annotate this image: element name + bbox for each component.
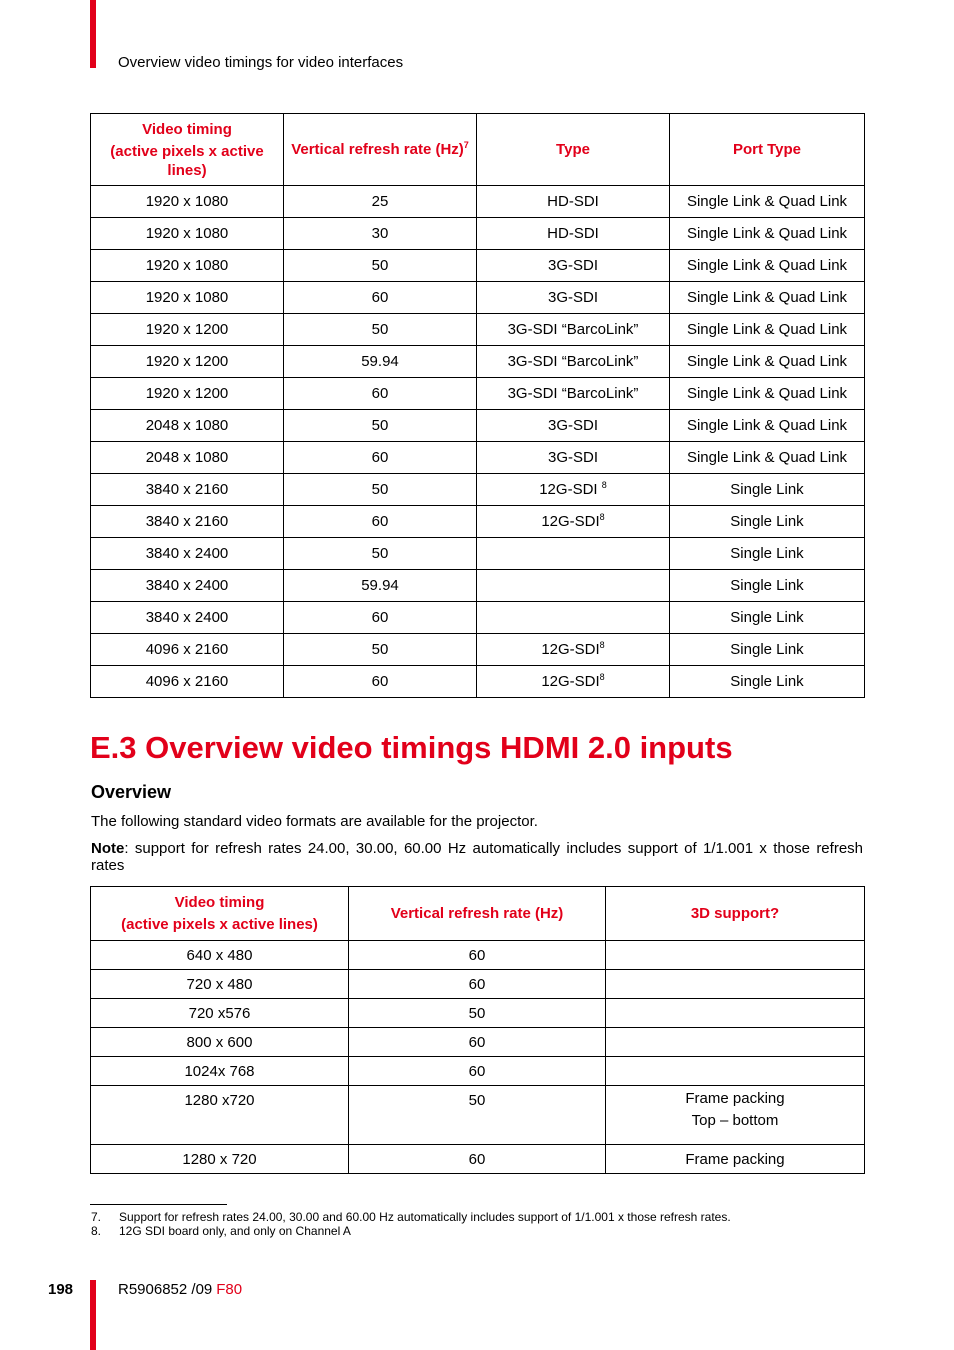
cell-video-timing: 3840 x 2160 (91, 474, 284, 506)
note-text: : support for refresh rates 24.00, 30.00, 60.00 Hz automatically includes support of 1/1.001 x those refresh rates (91, 840, 863, 874)
cell-port-type: Single Link (670, 474, 865, 506)
cell-3d-support (606, 1086, 865, 1145)
cell-3d-support (606, 1028, 865, 1057)
table-row (91, 282, 865, 314)
cell-type (477, 602, 670, 634)
page-number: 198 (48, 1281, 74, 1298)
cell-type-label: 12G-SDI (539, 481, 602, 498)
footnote-7 (91, 1210, 731, 1224)
cell-port-type: Single Link & Quad Link (670, 314, 865, 346)
header-video-timing (91, 114, 284, 186)
table-row (91, 186, 865, 218)
table-header-row (91, 114, 865, 186)
cell-port-type: Single Link (670, 634, 865, 666)
header-video-timing-line1: Video timing (142, 120, 232, 138)
cell-refresh-rate: 60 (284, 442, 477, 474)
footnote-ref-8: 8 (601, 480, 607, 490)
cell-type (477, 506, 670, 538)
cell-video-timing: 1920 x 1080 (91, 218, 284, 250)
cell-refresh-rate: 60 (284, 378, 477, 410)
header-video-timing-line2: (active pixels x active lines) (110, 142, 264, 179)
cell-refresh-rate: 50 (349, 999, 606, 1028)
cell-port-type: Single Link (670, 666, 865, 698)
cell-3d-support-line1: Frame packing (685, 1150, 785, 1168)
cell-video-timing: 2048 x 1080 (91, 410, 284, 442)
cell-type-label: 3G-SDI (547, 417, 598, 434)
cell-type (477, 410, 670, 442)
product-model: F80 (216, 1281, 243, 1298)
cell-video-timing: 1920 x 1200 (91, 378, 284, 410)
cell-port-type: Single Link (670, 538, 865, 570)
header-video-timing (91, 887, 349, 941)
table-row (91, 634, 865, 666)
cell-type (477, 314, 670, 346)
cell-type (477, 186, 670, 218)
cell-refresh-rate: 25 (284, 186, 477, 218)
cell-refresh-rate: 60 (349, 1145, 606, 1174)
table-row (91, 314, 865, 346)
cell-video-timing: 1920 x 1200 (91, 346, 284, 378)
cell-video-timing: 720 x 480 (91, 970, 349, 999)
cell-type (477, 570, 670, 602)
cell-type (477, 250, 670, 282)
table-row (91, 1057, 865, 1086)
cell-refresh-rate: 50 (284, 250, 477, 282)
cell-type (477, 378, 670, 410)
cell-type-label: 3G-SDI (547, 289, 598, 306)
cell-video-timing: 800 x 600 (91, 1028, 349, 1057)
cell-type-label: 3G-SDI (547, 449, 598, 466)
cell-port-type: Single Link & Quad Link (670, 186, 865, 218)
cell-type (477, 634, 670, 666)
cell-video-timing: 3840 x 2400 (91, 538, 284, 570)
cell-type-label: 12G-SDI (541, 641, 600, 658)
cell-type-label: 3G-SDI “BarcoLink” (507, 385, 639, 402)
note-paragraph (91, 840, 863, 874)
header-video-timing-line1: Video timing (174, 893, 265, 911)
header-refresh-rate-label: Vertical refresh rate (Hz) (291, 141, 464, 158)
cell-video-timing: 3840 x 2400 (91, 570, 284, 602)
cell-type (477, 666, 670, 698)
cell-refresh-rate: 50 (284, 538, 477, 570)
table-row (91, 602, 865, 634)
red-margin-bar-top (90, 0, 96, 68)
header-type: Type (477, 114, 670, 186)
table-row (91, 538, 865, 570)
cell-refresh-rate: 30 (284, 218, 477, 250)
table-row (91, 1028, 865, 1057)
hdmi-timings-table (90, 886, 865, 1174)
cell-type-label: HD-SDI (547, 225, 599, 242)
footnote-8 (91, 1224, 351, 1238)
cell-type (477, 474, 670, 506)
section-subtitle: Overview (91, 782, 172, 802)
cell-type-label: HD-SDI (547, 193, 599, 210)
cell-video-timing: 720 x576 (91, 999, 349, 1028)
footnote-ref-8: 8 (599, 512, 605, 522)
footnote-ref-8: 8 (599, 672, 605, 682)
header-refresh-rate: Vertical refresh rate (Hz) (349, 887, 606, 941)
cell-port-type: Single Link (670, 506, 865, 538)
sdi-timings-table (90, 113, 865, 698)
table-row (91, 410, 865, 442)
cell-video-timing: 4096 x 2160 (91, 634, 284, 666)
cell-3d-support-line2: Top – bottom (691, 1112, 779, 1129)
cell-video-timing: 3840 x 2400 (91, 602, 284, 634)
cell-refresh-rate: 60 (349, 1057, 606, 1086)
footnote-ref-7: 7 (463, 140, 469, 150)
section-title: E.3 Overview video timings HDMI 2.0 inputs (90, 730, 733, 765)
cell-type-label: 3G-SDI “BarcoLink” (507, 353, 639, 370)
header-3d-support: 3D support? (606, 887, 865, 941)
document-id (118, 1281, 242, 1298)
cell-refresh-rate: 60 (349, 970, 606, 999)
table-row (91, 442, 865, 474)
cell-refresh-rate: 60 (284, 666, 477, 698)
cell-video-timing: 1280 x720 (91, 1086, 349, 1145)
table-row (91, 346, 865, 378)
cell-video-timing: 2048 x 1080 (91, 442, 284, 474)
footnote-divider (90, 1204, 227, 1205)
cell-3d-support (606, 941, 865, 970)
cell-refresh-rate: 60 (284, 506, 477, 538)
cell-refresh-rate: 59.94 (284, 570, 477, 602)
running-header: Overview video timings for video interfaces (118, 54, 404, 71)
cell-video-timing: 1920 x 1080 (91, 186, 284, 218)
cell-port-type: Single Link & Quad Link (670, 218, 865, 250)
cell-3d-support (606, 999, 865, 1028)
cell-type-label: 3G-SDI (547, 257, 598, 274)
cell-type (477, 346, 670, 378)
footnote-number: 8. (91, 1224, 102, 1238)
cell-3d-support (606, 970, 865, 999)
cell-refresh-rate: 50 (284, 410, 477, 442)
cell-port-type: Single Link & Quad Link (670, 442, 865, 474)
table-row (91, 666, 865, 698)
table-row (91, 378, 865, 410)
cell-refresh-rate: 50 (284, 314, 477, 346)
cell-type (477, 218, 670, 250)
table-row (91, 970, 865, 999)
cell-video-timing: 1280 x 720 (91, 1145, 349, 1174)
cell-video-timing: 1024x 768 (91, 1057, 349, 1086)
table-row (91, 999, 865, 1028)
cell-refresh-rate: 50 (284, 474, 477, 506)
table-row (91, 250, 865, 282)
footnote-number: 7. (91, 1210, 102, 1224)
cell-refresh-rate: 50 (284, 634, 477, 666)
cell-type-label: 12G-SDI (541, 673, 600, 690)
document-number: R5906852 /09 (118, 1281, 213, 1298)
table-row (91, 941, 865, 970)
footnote-text: Support for refresh rates 24.00, 30.00 and 60.00 Hz automatically includes support of 1/1.001 x those refresh rates. (119, 1210, 731, 1224)
cell-3d-support (606, 1057, 865, 1086)
footnote-ref-8: 8 (599, 640, 605, 650)
table-row (91, 506, 865, 538)
cell-video-timing: 640 x 480 (91, 941, 349, 970)
header-refresh-rate (284, 114, 477, 186)
cell-type (477, 442, 670, 474)
cell-port-type: Single Link & Quad Link (670, 282, 865, 314)
table-header-row (91, 887, 865, 941)
table-row (91, 1086, 865, 1145)
footnote-text: 12G SDI board only, and only on Channel A (119, 1224, 351, 1238)
table-row (91, 1145, 865, 1174)
cell-port-type: Single Link & Quad Link (670, 378, 865, 410)
header-video-timing-line2: (active pixels x active lines) (121, 915, 318, 933)
cell-refresh-rate: 60 (349, 941, 606, 970)
cell-type-label: 3G-SDI “BarcoLink” (507, 321, 639, 338)
cell-video-timing: 3840 x 2160 (91, 506, 284, 538)
cell-refresh-rate: 60 (284, 282, 477, 314)
cell-port-type: Single Link (670, 570, 865, 602)
cell-video-timing: 1920 x 1080 (91, 282, 284, 314)
table-row (91, 218, 865, 250)
cell-type-label: 12G-SDI (541, 513, 600, 530)
cell-refresh-rate: 60 (349, 1028, 606, 1057)
intro-paragraph: The following standard video formats are available for the projector. (91, 813, 538, 830)
cell-3d-support (606, 1145, 865, 1174)
table-row (91, 570, 865, 602)
cell-refresh-rate: 50 (349, 1086, 606, 1145)
cell-video-timing: 1920 x 1200 (91, 314, 284, 346)
cell-type (477, 538, 670, 570)
cell-port-type: Single Link & Quad Link (670, 250, 865, 282)
cell-port-type: Single Link & Quad Link (670, 346, 865, 378)
cell-video-timing: 4096 x 2160 (91, 666, 284, 698)
cell-refresh-rate: 59.94 (284, 346, 477, 378)
cell-port-type: Single Link (670, 602, 865, 634)
note-label: Note (91, 840, 125, 857)
cell-type (477, 282, 670, 314)
header-port-type: Port Type (670, 114, 865, 186)
cell-refresh-rate: 60 (284, 602, 477, 634)
table-row (91, 474, 865, 506)
cell-3d-support-line1: Frame packing (685, 1090, 785, 1107)
red-margin-bar-bottom (90, 1280, 96, 1350)
cell-video-timing: 1920 x 1080 (91, 250, 284, 282)
cell-port-type: Single Link & Quad Link (670, 410, 865, 442)
